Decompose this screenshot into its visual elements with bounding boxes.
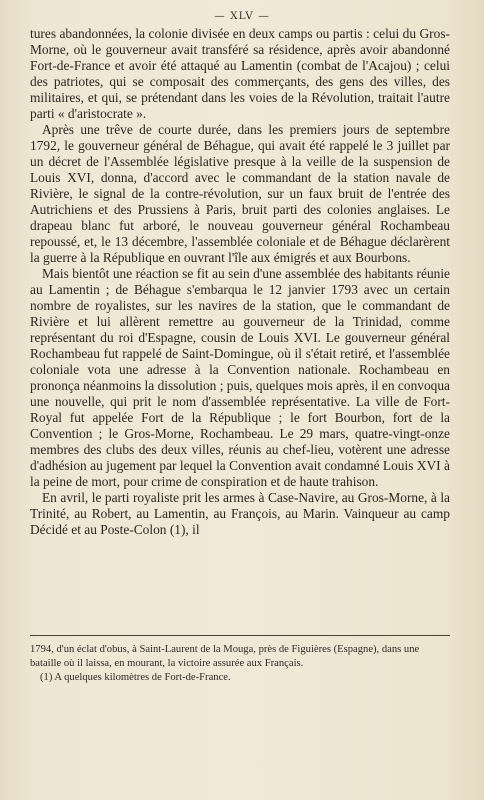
footnote-divider	[30, 635, 450, 636]
footnotes	[30, 643, 450, 685]
page-number: — XLV —	[214, 10, 270, 22]
paragraph-2: Après une trêve de courte durée, dans les premiers jours de septembre 1792, le gouverneur général de Béhague, qui avait été rappelé le 3 juillet par un décret de l'Assemblée législative presque à la veille de la suspension de Louis XVI, donna, d'accord avec le commandant de la station navale de Rivière, le signal de la contre-révolution, sur un faux bruit de l'entrée des Autrichiens et des Prussiens à Paris, bruit parti des colonies anglaises. Le drapeau blanc fut arboré, le nouveau gouverneur général Rochambeau repoussé, et, le 13 décembre, l'assemblée coloniale et de Béhague déclarèrent la guerre à la République en ouvrant l'île aux émigrés et aux Bourbons.	[30, 122, 450, 265]
footnote-1: (1) A quelques kilomètres de Fort-de-France.	[40, 672, 231, 683]
footnote-continued: 1794, d'un éclat d'obus, à Saint-Laurent de la Mouga, près de Figuières (Espagne), dans une bataille où il laissa, en mourant, la victoire assurée aux Français.	[30, 644, 420, 669]
main-text	[30, 26, 450, 538]
paragraph-3: Mais bientôt une réaction se fit au sein d'une assemblée des habitants réunie au Lamentin ; de Béhague s'embarqua le 12 janvier 1793 avec un certain nombre de royalistes, sur les navires de la station, que le commandant de Rivière et lui allèrent remettre au gouverneur de la Trinidad, comme représentant du roi d'Espagne, cousin de Louis XVI. Le gouverneur général Rochambeau fut rappelé de Saint-Domingue, où il s'était retiré, et l'assemblée coloniale vota une adresse à la Convention nationale. Rochambeau en prononça néanmoins la dissolution ; puis, quelques mois après, il en convoqua une nouvelle, qui prit le nom d'assemblée représentative. La ville de Fort-Royal fut appelée Fort de la République ; le fort Bourbon, fort de la Convention ; le Gros-Morne, Rochambeau. Le 29 mars, quatre-vingt-onze membres des clubs des deux villes, réunis au chef-lieu, votèrent une adresse d'adhésion au jugement par lequel la Convention avait condamné Louis XVI à la peine de mort, pour crime de conspiration et de haute trahison.	[30, 266, 450, 489]
paragraph-1: tures abandonnées, la colonie divisée en deux camps ou partis : celui du Gros-Morne, où le gouverneur avait transféré sa résidence, après avoir abandonné Fort-de-France et avoir été attaqué au Lamentin (combat de l'Acajou) ; celui des patriotes, qui se composait des commerçants, des gens des villes, des militaires, et qui, se prétendant dans les voies de la Révolution, traitait l'autre parti « d'aristocrate ».	[30, 26, 450, 121]
paragraph-4: En avril, le parti royaliste prit les armes à Case-Navire, au Gros-Morne, à la Trinité, au Robert, au Lamentin, au François, au Marin. Vainqueur au camp Décidé et au Poste-Colon (1), il	[30, 490, 450, 537]
